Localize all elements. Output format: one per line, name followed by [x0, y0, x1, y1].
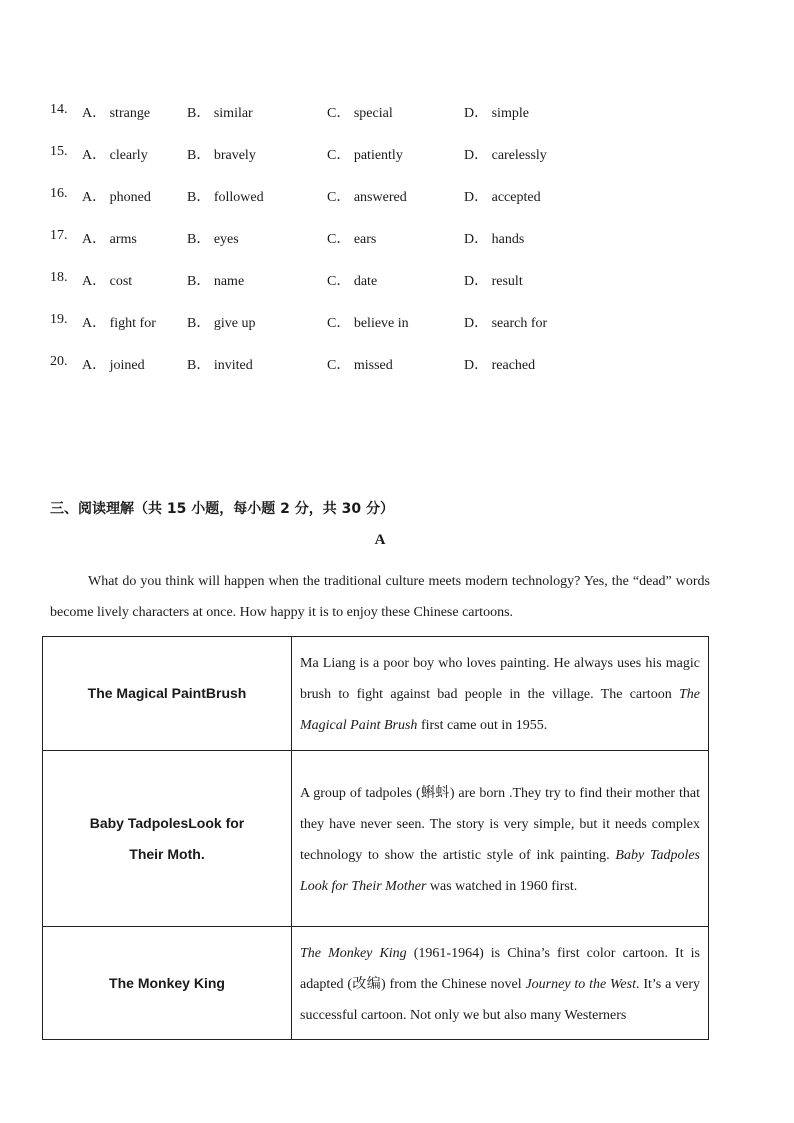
option-b: B． eyes	[187, 232, 239, 247]
option-b: B． invited	[187, 358, 253, 373]
cartoon-name-cell	[43, 927, 292, 1040]
option-d: D． search for	[464, 316, 548, 331]
question-number: 19.	[50, 312, 68, 327]
option-d: D． reached	[464, 358, 536, 373]
option-a: A． arms	[82, 232, 137, 247]
choice-row-19	[50, 310, 610, 352]
cartoon-name: The Monkey King	[109, 974, 225, 991]
section-heading: 三、阅读理解（共 15 小题，每小题 2 分，共 30 分）	[50, 501, 394, 517]
cartoon-description: The Monkey King (1961-1964) is China’s first color cartoon. It is adapted (改编) from the Chinese novel Journey to the West. It’s a very successful cartoon. Not only we but also many Westerners	[292, 927, 709, 1040]
option-d: D． simple	[464, 106, 529, 121]
option-c: C． believe in	[327, 316, 409, 331]
option-a: A． joined	[82, 358, 145, 373]
cartoon-name-line2: Their Moth.	[129, 845, 205, 862]
cartoon-name-cell	[43, 637, 292, 751]
option-b: B． name	[187, 274, 245, 289]
option-a: A． phoned	[82, 190, 151, 205]
option-d: D． hands	[464, 232, 525, 247]
passage-label: A	[374, 532, 386, 548]
table-row	[43, 637, 709, 751]
cartoon-title-italic: The Monkey King	[300, 945, 407, 961]
table-row	[43, 751, 709, 927]
cartoon-title-italic: The Magical Paint Brush	[300, 687, 700, 733]
question-number: 18.	[50, 270, 68, 285]
cartoon-name-cell	[43, 751, 292, 927]
option-d: D． accepted	[464, 190, 541, 205]
option-b: B． give up	[187, 316, 256, 331]
option-b: B． bravely	[187, 148, 256, 163]
option-c: C． ears	[327, 232, 377, 247]
cartoon-name: The Magical PaintBrush	[87, 685, 247, 701]
cartoon-description: Ma Liang is a poor boy who loves painting. He always uses his magic brush to fight against bad people in the village. The cartoon The Magical Paint Brush first came out in 1955.	[292, 637, 709, 751]
option-c: C． answered	[327, 190, 407, 205]
option-a: A． clearly	[82, 148, 148, 163]
option-c: C． missed	[327, 358, 393, 373]
choice-row-20	[50, 352, 610, 394]
option-a: A． strange	[82, 106, 151, 121]
question-number: 15.	[50, 144, 68, 159]
question-number: 16.	[50, 186, 68, 201]
answer-choices-list	[50, 100, 610, 394]
choice-row-16	[50, 184, 610, 226]
choice-row-14	[50, 100, 610, 142]
choice-row-15	[50, 142, 610, 184]
choice-row-17	[50, 226, 610, 268]
option-a: A． fight for	[82, 316, 156, 331]
option-a: A． cost	[82, 274, 133, 289]
cartoon-title-italic: Baby Tadpoles Look for Their Mother	[300, 847, 701, 894]
novel-title-italic: Journey to the West	[525, 976, 636, 992]
table-row	[43, 927, 709, 1040]
cartoon-description: A group of tadpoles (蝌蚪) are born .They try to find their mother that they have never seen. The story is very simple, but it needs complex technology to show the artistic style of ink painting. Baby Tadpoles Look for Their Mother was watched in 1960 first.	[292, 751, 709, 927]
cartoon-table	[42, 636, 709, 1040]
option-b: B． followed	[187, 190, 264, 205]
option-d: D． carelessly	[464, 148, 547, 163]
option-c: C． patiently	[327, 148, 403, 163]
choice-row-18	[50, 268, 610, 310]
cartoon-name: Baby TadpolesLook for	[89, 814, 245, 831]
option-c: C． special	[327, 106, 393, 121]
option-d: D． result	[464, 274, 523, 289]
option-c: C． date	[327, 274, 378, 289]
question-number: 17.	[50, 228, 68, 243]
question-number: 20.	[50, 354, 68, 369]
passage-intro: What do you think will happen when the traditional culture meets modern technology? Yes, the “dead” words become lively characters at once. How happy it is to enjoy these Chinese cartoons.	[50, 574, 710, 620]
option-b: B． similar	[187, 106, 253, 121]
question-number: 14.	[50, 102, 68, 117]
